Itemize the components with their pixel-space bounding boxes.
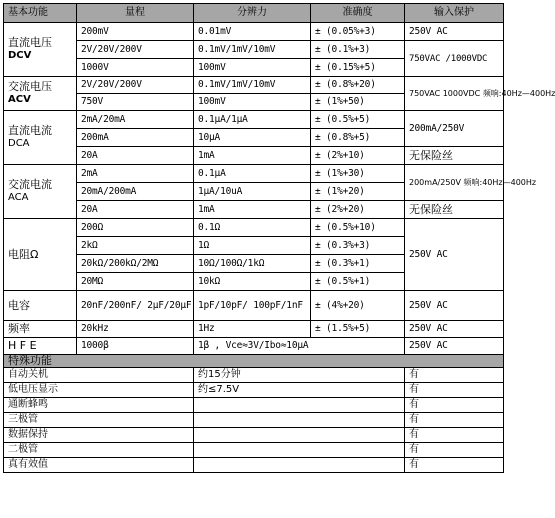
feature-value: 有 xyxy=(405,428,504,443)
range-cell: 20kΩ/200kΩ/2MΩ xyxy=(77,255,194,273)
resolution-cell: 0.1Ω xyxy=(194,219,311,237)
feature-detail xyxy=(194,428,405,443)
table-row xyxy=(4,338,504,355)
range-cell: 2mA/20mA xyxy=(77,111,194,129)
range-cell: 2mA xyxy=(77,165,194,183)
function-sub: ACV xyxy=(8,94,31,105)
range-cell: 200mV xyxy=(77,23,194,41)
resolution-cell: 1pF/10pF/ 100pF/1nF xyxy=(194,291,311,321)
protection-cell: 750VAC /1000VDC xyxy=(405,41,504,77)
feature-name: 通断蜂鸣 xyxy=(4,398,194,413)
accuracy-cell: ± (0.1%+3) xyxy=(311,41,405,59)
accuracy-cell: ± (1%+20) xyxy=(311,183,405,201)
function-name: 交流电压 xyxy=(8,80,52,93)
function-cell xyxy=(4,23,77,77)
header-protection: 输入保护 xyxy=(405,4,504,23)
protection-cell: 250V AC xyxy=(405,321,504,338)
feature-value: 有 xyxy=(405,368,504,383)
function-sub: ACA xyxy=(8,192,29,203)
resolution-cell: 1μA/10uA xyxy=(194,183,311,201)
function-cell: H F E xyxy=(4,338,77,355)
accuracy-cell: ± (0.15%+5) xyxy=(311,59,405,77)
table-row xyxy=(4,147,504,165)
range-cell: 1000β xyxy=(77,338,194,355)
accuracy-cell: ± (1%+50) xyxy=(311,94,405,111)
range-cell: 20A xyxy=(77,201,194,219)
range-cell: 1000V xyxy=(77,59,194,77)
accuracy-cell: ± (4%+20) xyxy=(311,291,405,321)
accuracy-cell: ± (0.5%+1) xyxy=(311,273,405,291)
resolution-cell: 0.1mV/1mV/10mV xyxy=(194,77,311,94)
protection-cell: 750VAC 1000VDC 频响:40Hz—400Hz xyxy=(405,77,504,111)
accuracy-cell: ± (2%+20) xyxy=(311,201,405,219)
feature-row xyxy=(4,443,504,458)
feature-name: 三极管 xyxy=(4,413,194,428)
function-sub: DCA xyxy=(8,138,30,149)
feature-name: 数据保持 xyxy=(4,428,194,443)
protection-cell: 250V AC xyxy=(405,23,504,41)
feature-row xyxy=(4,428,504,443)
resolution-cell: 100mV xyxy=(194,94,311,111)
range-cell: 20A xyxy=(77,147,194,165)
spec-table-wrapper xyxy=(3,3,555,473)
resolution-cell: 10Ω/100Ω/1kΩ xyxy=(194,255,311,273)
feature-detail xyxy=(194,398,405,413)
feature-row xyxy=(4,413,504,428)
table-row xyxy=(4,41,504,59)
feature-detail xyxy=(194,443,405,458)
resolution-cell: 0.1μA/1μA xyxy=(194,111,311,129)
table-row xyxy=(4,77,504,94)
function-cell: 电阻Ω xyxy=(4,219,77,291)
protection-cell: 200mA/250V xyxy=(405,111,504,147)
protection-cell: 250V AC xyxy=(405,219,504,291)
feature-row xyxy=(4,368,504,383)
function-name: 交流电流 xyxy=(8,178,52,191)
protection-cell: 250V AC xyxy=(405,291,504,321)
function-name: 直流电压 xyxy=(8,36,52,49)
feature-name: 自动关机 xyxy=(4,368,194,383)
function-sub: DCV xyxy=(8,50,32,61)
resolution-cell: 1mA xyxy=(194,201,311,219)
feature-name: 真有效值 xyxy=(4,458,194,473)
feature-value: 有 xyxy=(405,458,504,473)
section-title: 特殊功能 xyxy=(4,355,504,368)
accuracy-cell: ± (0.3%+3) xyxy=(311,237,405,255)
range-cell: 2kΩ xyxy=(77,237,194,255)
resolution-cell: 10μA xyxy=(194,129,311,147)
accuracy-cell: ± (0.5%+5) xyxy=(311,111,405,129)
protection-cell: 无保险丝 xyxy=(405,201,504,219)
table-row xyxy=(4,111,504,129)
feature-name: 低电压显示 xyxy=(4,383,194,398)
feature-value: 有 xyxy=(405,443,504,458)
range-cell: 20mA/200mA xyxy=(77,183,194,201)
header-function: 基本功能 xyxy=(4,4,77,23)
feature-value: 有 xyxy=(405,413,504,428)
spec-table xyxy=(3,3,555,473)
feature-detail xyxy=(194,413,405,428)
accuracy-cell: ± (1%+30) xyxy=(311,165,405,183)
header-accuracy: 准确度 xyxy=(311,4,405,23)
header-range: 量程 xyxy=(77,4,194,23)
feature-detail: 约≤7.5V xyxy=(194,383,405,398)
feature-value: 有 xyxy=(405,398,504,413)
table-row xyxy=(4,291,504,321)
protection-cell: 200mA/250V 频响:40Hz—400Hz xyxy=(405,165,504,201)
function-cell: 电容 xyxy=(4,291,77,321)
feature-row xyxy=(4,383,504,398)
section-header-row xyxy=(4,355,504,368)
resolution-cell: 1β , Vce≈3V/Ibo≈10μA xyxy=(194,338,405,355)
function-cell xyxy=(4,165,77,219)
accuracy-cell: ± (0.3%+1) xyxy=(311,255,405,273)
table-row xyxy=(4,201,504,219)
protection-cell: 250V AC xyxy=(405,338,504,355)
resolution-cell: 1Hz xyxy=(194,321,311,338)
range-cell: 20nF/200nF/ 2μF/20μF xyxy=(77,291,194,321)
table-row xyxy=(4,219,504,237)
header-resolution: 分辨力 xyxy=(194,4,311,23)
feature-detail xyxy=(194,458,405,473)
range-cell: 200Ω xyxy=(77,219,194,237)
function-cell xyxy=(4,111,77,165)
accuracy-cell: ± (0.8%+20) xyxy=(311,77,405,94)
resolution-cell: 0.1mV/1mV/10mV xyxy=(194,41,311,59)
accuracy-cell: ± (1.5%+5) xyxy=(311,321,405,338)
feature-row xyxy=(4,458,504,473)
feature-row xyxy=(4,398,504,413)
feature-value: 有 xyxy=(405,383,504,398)
range-cell: 2V/20V/200V xyxy=(77,77,194,94)
accuracy-cell: ± (2%+10) xyxy=(311,147,405,165)
range-cell: 20MΩ xyxy=(77,273,194,291)
range-cell: 20kHz xyxy=(77,321,194,338)
resolution-cell: 1mA xyxy=(194,147,311,165)
resolution-cell: 0.1μA xyxy=(194,165,311,183)
feature-detail: 约15分钟 xyxy=(194,368,405,383)
range-cell: 2V/20V/200V xyxy=(77,41,194,59)
resolution-cell: 0.01mV xyxy=(194,23,311,41)
accuracy-cell: ± (0.05%+3) xyxy=(311,23,405,41)
resolution-cell: 100mV xyxy=(194,59,311,77)
range-cell: 750V xyxy=(77,94,194,111)
accuracy-cell: ± (0.8%+5) xyxy=(311,129,405,147)
function-cell: 频率 xyxy=(4,321,77,338)
function-cell xyxy=(4,77,77,111)
resolution-cell: 1Ω xyxy=(194,237,311,255)
header-row xyxy=(4,4,504,23)
accuracy-cell: ± (0.5%+10) xyxy=(311,219,405,237)
resolution-cell: 10kΩ xyxy=(194,273,311,291)
feature-name: 二极管 xyxy=(4,443,194,458)
table-row xyxy=(4,23,504,41)
table-row xyxy=(4,321,504,338)
table-row xyxy=(4,165,504,183)
range-cell: 200mA xyxy=(77,129,194,147)
function-name: 直流电流 xyxy=(8,124,52,137)
protection-cell: 无保险丝 xyxy=(405,147,504,165)
